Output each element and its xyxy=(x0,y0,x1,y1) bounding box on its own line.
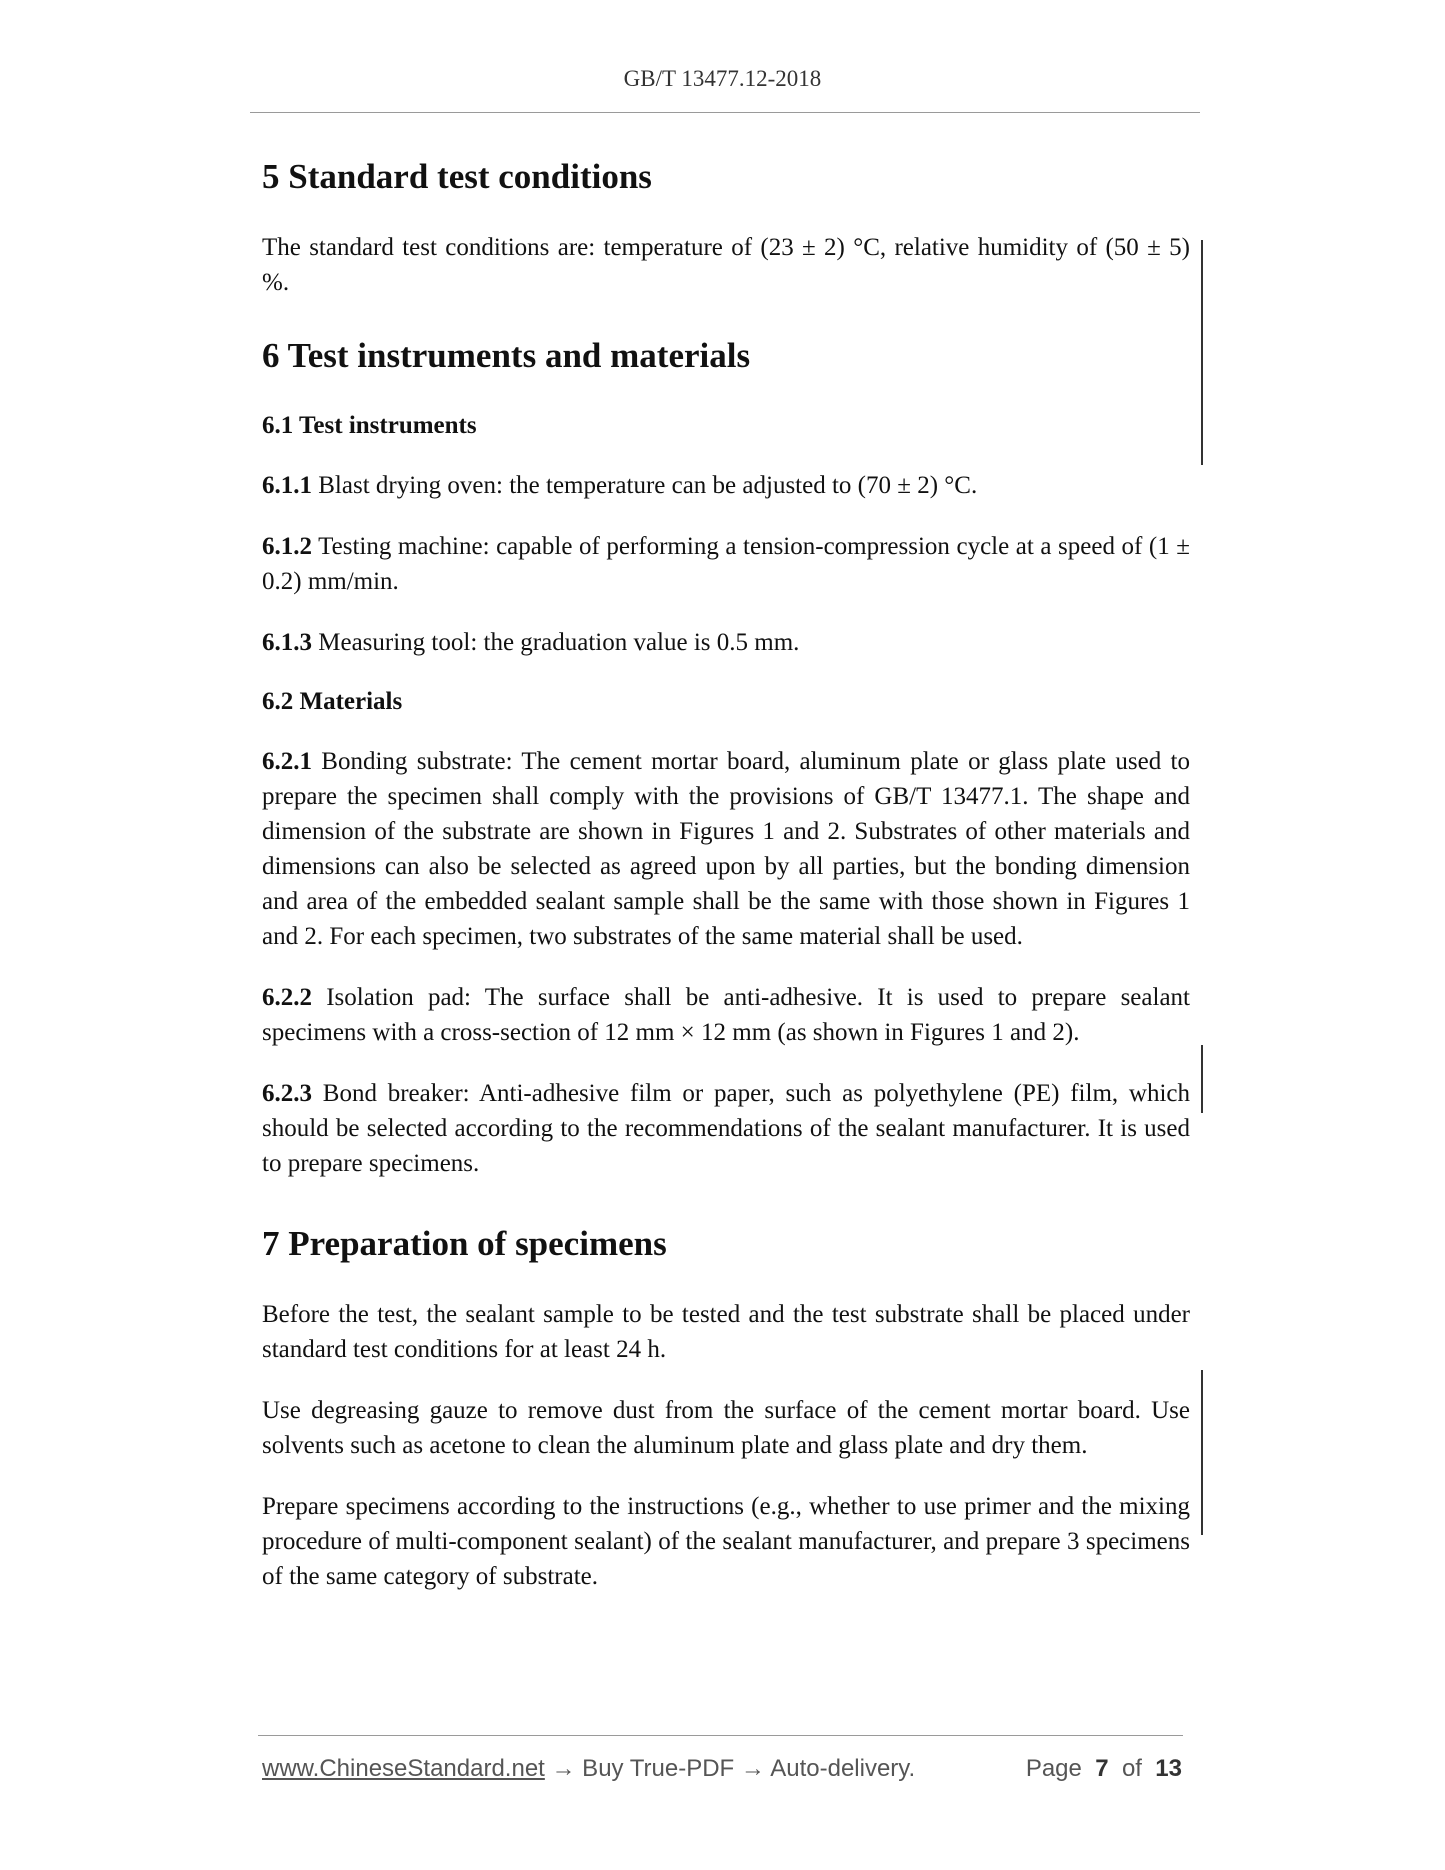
website-link[interactable]: www.ChineseStandard.net xyxy=(262,1755,545,1782)
clause-number: 6.2.3 xyxy=(262,1080,312,1107)
clause-text: Blast drying oven: the temperature can be adjusted to (70 ± 2) °C. xyxy=(312,471,978,499)
page-number: 7 xyxy=(1095,1755,1109,1782)
clause-number: 6.1.2 xyxy=(262,532,312,560)
buy-pdf-text: → Buy True-PDF xyxy=(544,1755,741,1782)
footer-divider xyxy=(258,1735,1183,1736)
revision-bar xyxy=(1201,1045,1203,1113)
section-7-heading: 7 Preparation of specimens xyxy=(262,1224,667,1263)
document-header: GB/T 13477.12-2018 xyxy=(623,66,822,91)
clause-number: 6.2.1 xyxy=(262,748,312,775)
section-7-paragraph-2: Use degreasing gauze to remove dust from the surface of the cement mortar board. Use solvents such as acetone to clean the aluminum plate and glass plate and dry them. xyxy=(262,1396,1190,1459)
section-6-1-heading: 6.1 Test instruments xyxy=(262,412,477,439)
header-divider xyxy=(250,112,1200,113)
clause-text: Bond breaker: Anti-adhesive film or paper, such as polyethylene (PE) film, which should be selected according to the recommendations of the sealant manufacturer. It is used to prepare specimens. xyxy=(262,1080,1190,1177)
page-total: 13 xyxy=(1155,1755,1182,1782)
revision-bar xyxy=(1201,1370,1203,1535)
section-6-heading: 6 Test instruments and materials xyxy=(262,335,751,375)
clause-6-2-3 xyxy=(262,1076,1190,1181)
section-5-paragraph: The standard test conditions are: temperature of (23 ± 2) °C, relative humidity of (50 ± 5) %. xyxy=(262,233,1190,296)
page-indicator xyxy=(1026,1755,1182,1783)
clause-6-2-1 xyxy=(262,744,1190,954)
page-label: Page xyxy=(1025,1755,1082,1782)
section-6-2-heading: 6.2 Materials xyxy=(262,687,403,715)
auto-delivery-text: → Auto-delivery. xyxy=(740,1755,916,1782)
revision-bar xyxy=(1201,240,1203,465)
clause-number: 6.1.1 xyxy=(262,471,312,499)
page-footer xyxy=(262,1755,1182,1783)
clause-text: Measuring tool: the graduation value is 0.5 mm. xyxy=(312,628,800,656)
of-label: of xyxy=(1121,1755,1142,1782)
section-7-paragraph-1: Before the test, the sealant sample to be tested and the test substrate shall be placed under standard test conditions for at least 24 h. xyxy=(262,1300,1190,1363)
section-5-heading: 5 Standard test conditions xyxy=(262,157,652,196)
clause-6-1-3 xyxy=(262,625,1190,660)
clause-text: Bonding substrate: The cement mortar board, aluminum plate or glass plate used to prepare the specimen shall comply with the provisions of GB/T 13477.1. The shape and dimension of the substrate are shown in Figures 1 and 2. Substrates of other materials and dimensions can also be selected as agreed upon by all parties, but the bonding dimension and area of the embedded sealant sample shall be the same with those shown in Figures 1 and 2. For each specimen, two substrates of the same material shall be used. xyxy=(262,748,1190,950)
clause-text: Testing machine: capable of performing a tension-compression cycle at a speed of (1 ± 0.2) mm/min. xyxy=(262,532,1190,595)
page-content xyxy=(262,150,1190,1594)
clause-6-1-2 xyxy=(262,529,1190,599)
clause-number: 6.2.2 xyxy=(262,984,312,1011)
section-7-paragraph-3: Prepare specimens according to the instructions (e.g., whether to use primer and the mixing procedure of multi-component sealant) of the sealant manufacturer, and prepare 3 specimens of the same category of substrate. xyxy=(262,1492,1190,1590)
clause-6-1-1 xyxy=(262,468,1190,503)
clause-text: Isolation pad: The surface shall be anti-adhesive. It is used to prepare sealant specimens with a cross-section of 12 mm × 12 mm (as shown in Figures 1 and 2). xyxy=(262,984,1190,1046)
clause-6-2-2 xyxy=(262,980,1190,1050)
clause-number: 6.1.3 xyxy=(262,628,312,656)
